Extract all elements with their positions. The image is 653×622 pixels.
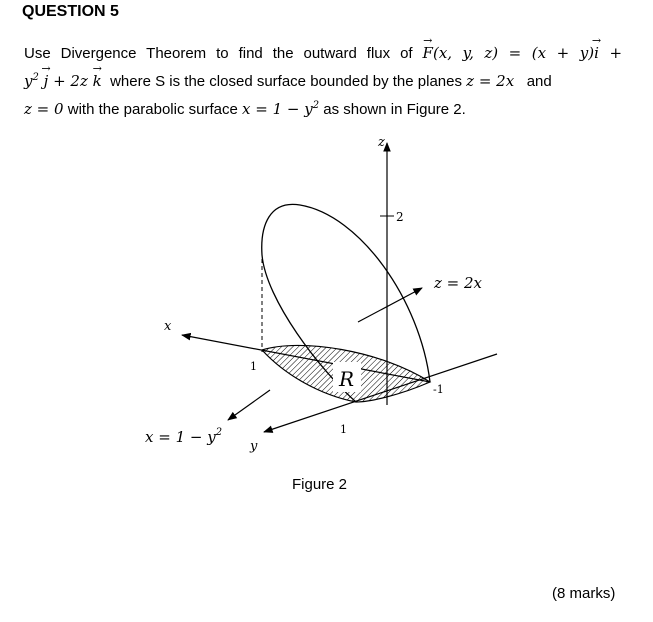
- surface-pointer-arrow: [228, 390, 270, 420]
- unit-vector-j: → j: [44, 69, 49, 93]
- surface-equation: x = 1 − y: [242, 100, 313, 118]
- z-zero: z = 0: [24, 100, 64, 118]
- vector-f: → F: [423, 41, 433, 65]
- plus-2z: + 2z: [53, 72, 88, 90]
- tick-neg1-label: -1: [433, 383, 444, 396]
- plane-equation: z = 2x: [466, 72, 515, 90]
- question-heading: QUESTION 5: [22, 3, 119, 20]
- question-line-2: $y^2 \to j + 2z \to k$ where S is the closed surface bounded by the planes z = 2x and: [24, 66, 622, 94]
- z-axis-label: z: [378, 135, 385, 150]
- x-axis-label: x: [164, 319, 172, 334]
- as-shown-text: as shown in Figure 2.: [323, 101, 466, 118]
- marks-label: (8 marks): [552, 585, 616, 602]
- tick-1-x-label: 1: [250, 360, 257, 373]
- tick-2-label: 2: [396, 210, 404, 224]
- and-text: and: [526, 73, 552, 90]
- field-args: (x, y, z) = (x + y): [432, 44, 595, 62]
- unit-vector-i: → i: [594, 41, 599, 65]
- where-text: where S is the closed surface bounded by the planes: [110, 73, 462, 90]
- region-r-label: R: [339, 367, 355, 391]
- y-axis-label: y: [250, 439, 258, 454]
- question-line-3: z = 0 with the parabolic surface $x = 1 - y^2$ as shown in Figure 2.: [24, 100, 466, 118]
- plus-sign: +: [609, 44, 623, 62]
- tick-1-y-label: 1: [340, 423, 347, 436]
- y-squared: y: [24, 72, 33, 90]
- with-text: with the parabolic surface: [67, 101, 238, 118]
- surface-label: $x = 1 - y^2$: [145, 427, 223, 446]
- plane-label: z = 2x: [434, 274, 483, 292]
- intro-text: Use Divergence Theorem to find the outward flux of: [24, 45, 413, 62]
- unit-vector-k: → k: [93, 69, 102, 93]
- figure-caption: Figure 2: [292, 476, 348, 493]
